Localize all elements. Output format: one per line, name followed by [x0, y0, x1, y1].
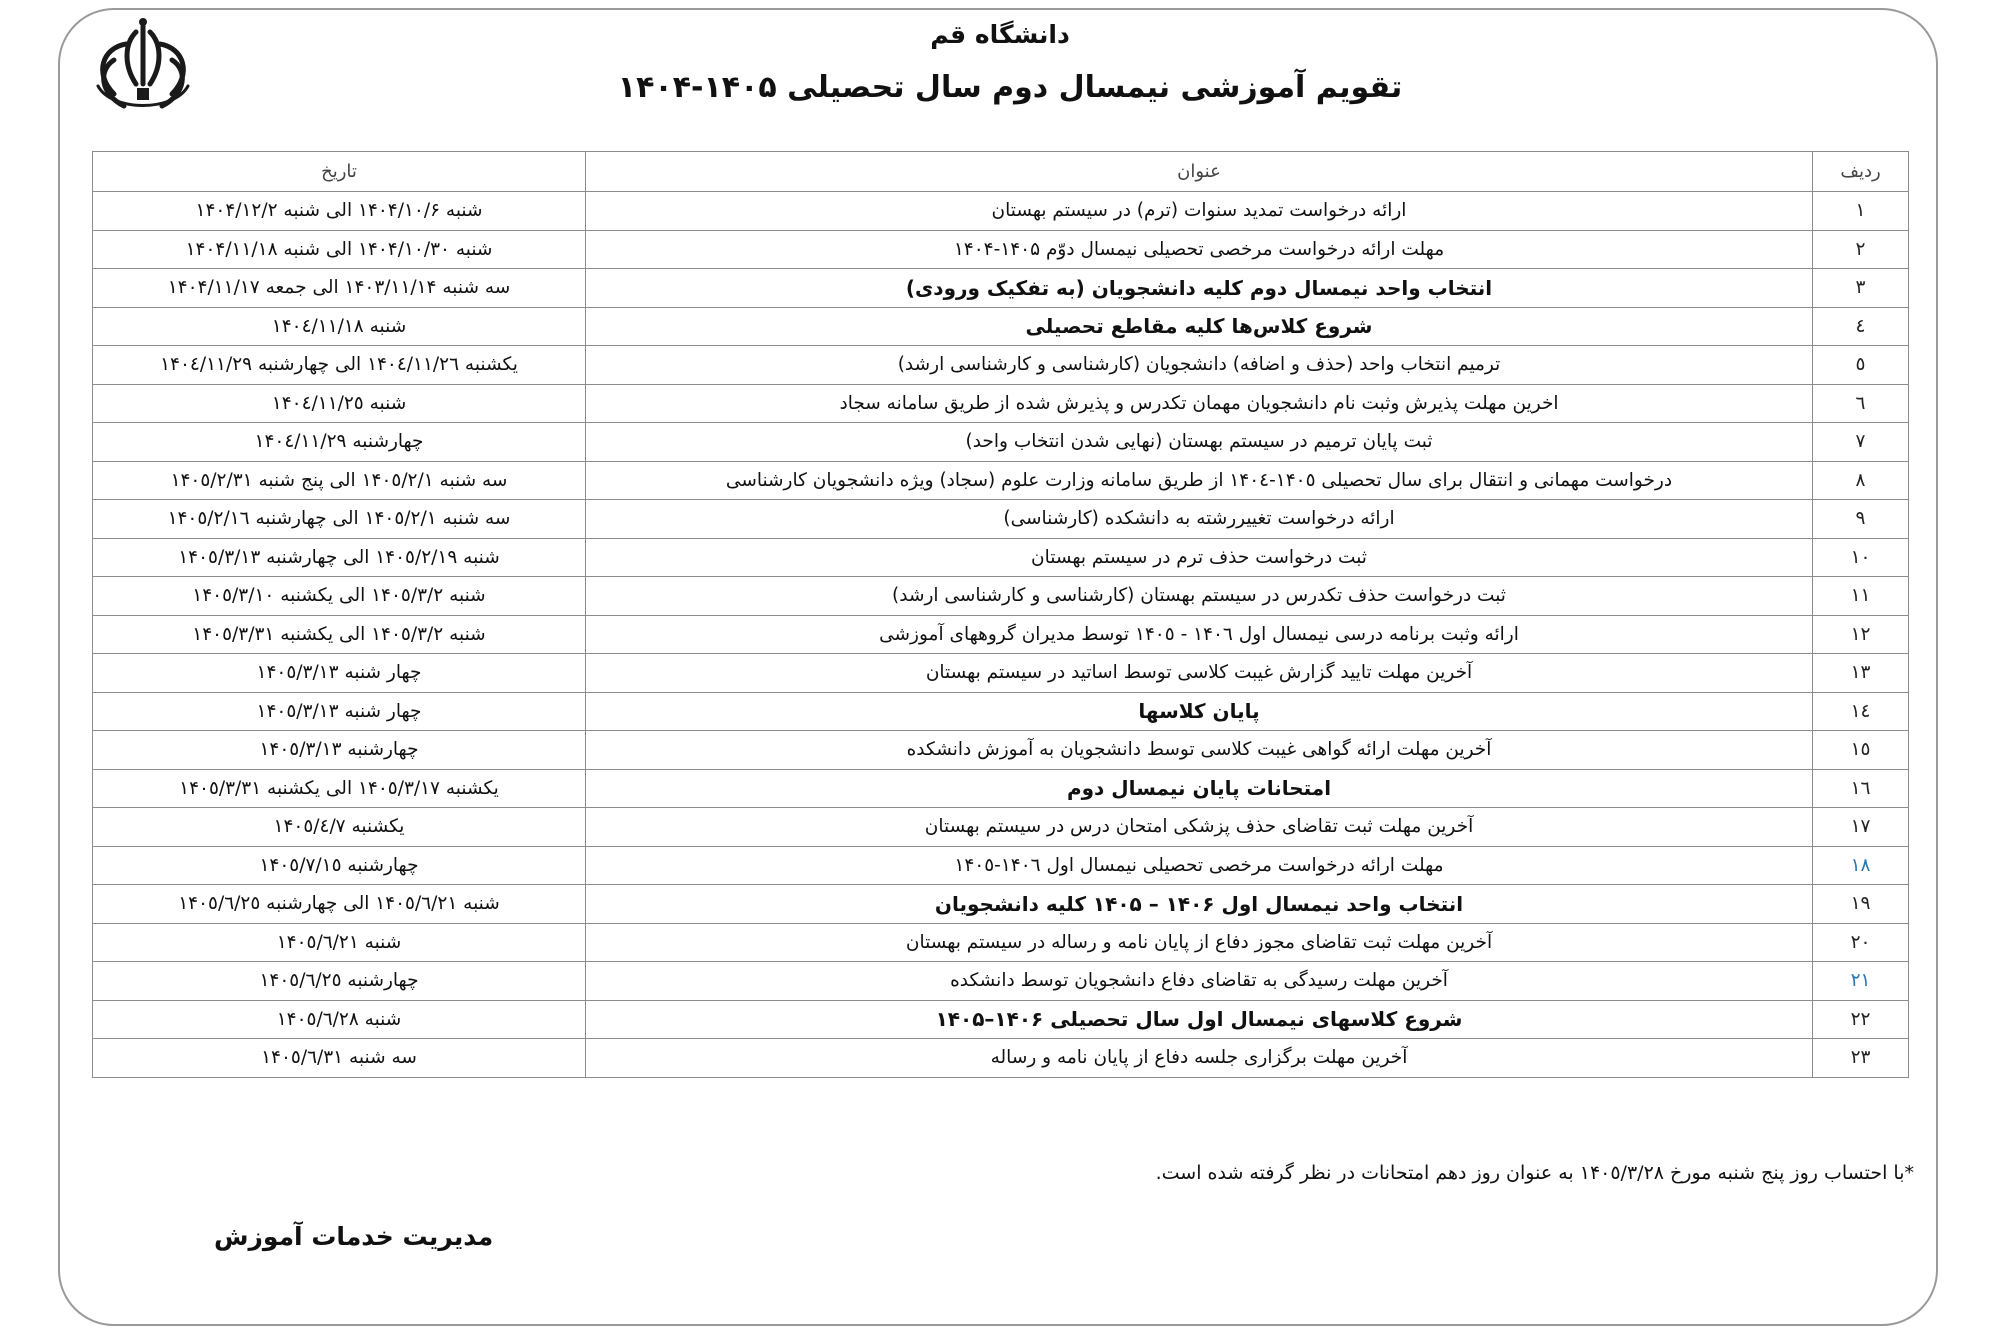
table-row: [93, 384, 1909, 423]
row-subject: شروع کلاس‌ها کلیه مقاطع تحصیلی: [586, 307, 1813, 346]
row-number: ۷: [1813, 423, 1909, 462]
row-date: سه شنبه ۱۴۰۳/۱۱/۱۴ الی جمعه ۱۴۰۴/۱۱/۱۷: [93, 269, 586, 308]
row-subject: ثبت درخواست حذف تکدرس در سیستم بهستان (کارشناسی و کارشناسی ارشد): [586, 577, 1813, 616]
column-header-subject: عنوان: [586, 152, 1813, 192]
row-date: چهارشنبه ۱۴۰٤/۱۱/۲۹: [93, 423, 586, 462]
row-date: شنبه ۱۴۰٥/۳/۲ الی یکشنبه ۱۴۰٥/۳/۱۰: [93, 577, 586, 616]
table-row: [93, 346, 1909, 385]
table-row: [93, 307, 1909, 346]
row-number: ۱٦: [1813, 769, 1909, 808]
row-date: یکشنبه ۱۴۰٥/٤/۷: [93, 808, 586, 847]
row-number: ۱۱: [1813, 577, 1909, 616]
row-subject: آخرین مهلت ثبت تقاضای حذف پزشکی امتحان درس در سیستم بهستان: [586, 808, 1813, 847]
table-row: [93, 1000, 1909, 1039]
row-number: ٤: [1813, 307, 1909, 346]
row-number: ۱۲: [1813, 615, 1909, 654]
row-subject: ارائه درخواست تمدید سنوات (ترم) در سیستم بهستان: [586, 192, 1813, 231]
table-row: [93, 808, 1909, 847]
row-number: ۱۸: [1813, 846, 1909, 885]
table-row: [93, 923, 1909, 962]
row-number: ۱۹: [1813, 885, 1909, 924]
table-row: [93, 230, 1909, 269]
row-subject: ثبت پایان ترمیم در سیستم بهستان (نهایی شدن انتخاب واحد): [586, 423, 1813, 462]
table-row: [93, 769, 1909, 808]
column-header-date: تاریخ: [93, 152, 586, 192]
row-subject: آخرین مهلت ارائه گواهی غیبت کلاسی توسط دانشجویان به آموزش دانشکده: [586, 731, 1813, 770]
table-row: [93, 1039, 1909, 1078]
footnote: *با احتساب روز پنج شنبه مورخ ۱۴۰٥/۳/۲۸ به عنوان روز دهم امتحانات در نظر گرفته شده است.: [1155, 1162, 1914, 1184]
row-subject: مهلت ارائه درخواست مرخصی تحصیلی نیمسال دوّم ۱۴۰۵-۱۴۰۴: [586, 230, 1813, 269]
row-number: ۱۷: [1813, 808, 1909, 847]
table-row: [93, 577, 1909, 616]
row-number: ۲۳: [1813, 1039, 1909, 1078]
row-number: ۱٤: [1813, 692, 1909, 731]
row-date: شنبه ۱۴۰٥/٦/۲۸: [93, 1000, 586, 1039]
row-number: ۱۳: [1813, 654, 1909, 693]
row-number: ۱۰: [1813, 538, 1909, 577]
university-name: دانشگاه قم: [930, 20, 1070, 49]
row-date: شنبه ۱۴۰٥/۲/۱۹ الی چهارشنبه ۱۴۰٥/۳/۱۳: [93, 538, 586, 577]
row-subject: پایان کلاسها: [586, 692, 1813, 731]
row-date: شنبه ۱۴۰٥/۳/۲ الی یکشنبه ۱۴۰٥/۳/۳۱: [93, 615, 586, 654]
row-number: ۱: [1813, 192, 1909, 231]
row-date: چهارشنبه ۱۴۰٥/۷/۱٥: [93, 846, 586, 885]
table-row: [93, 846, 1909, 885]
table-row: [93, 500, 1909, 539]
row-subject: درخواست مهمانی و انتقال برای سال تحصیلی ۱۴۰٥-۱۴۰٤ از طریق سامانه وزارت علوم (سجاد) ویژه دانشجویان کارشناسی: [586, 461, 1813, 500]
row-subject: آخرین مهلت ثبت تقاضای مجوز دفاع از پایان نامه و رساله در سیستم بهستان: [586, 923, 1813, 962]
row-subject: ارائه وثبت برنامه درسی نیمسال اول ۱۴۰٦ - ۱۴۰٥ توسط مدیران گروههای آموزشی: [586, 615, 1813, 654]
row-date: شنبه ۱۴۰٥/٦/۲۱: [93, 923, 586, 962]
table-row: [93, 654, 1909, 693]
row-subject: انتخاب واحد نیمسال اول ۱۴۰۶ – ۱۴۰۵ کلیه دانشجویان: [586, 885, 1813, 924]
row-subject: ترمیم انتخاب واحد (حذف و اضافه) دانشجویان (کارشناسی و کارشناسی ارشد): [586, 346, 1813, 385]
row-date: چهار شنبه ۱۴۰٥/۳/۱۳: [93, 654, 586, 693]
row-subject: امتحانات پایان نیمسال دوم: [586, 769, 1813, 808]
row-date: شنبه ۱۴۰٤/۱۱/۲٥: [93, 384, 586, 423]
column-header-row-number: ردیف: [1813, 152, 1909, 192]
row-number: ٦: [1813, 384, 1909, 423]
calendar-table-body: [93, 192, 1909, 1078]
page-title: تقویم آموزشی نیمسال دوم سال تحصیلی ۱۴۰۵-۱۴۰۴: [617, 70, 1403, 105]
row-number: ۲۱: [1813, 962, 1909, 1001]
table-row: [93, 615, 1909, 654]
row-number: ٥: [1813, 346, 1909, 385]
table-row: [93, 192, 1909, 231]
row-subject: ثبت درخواست حذف ترم در سیستم بهستان: [586, 538, 1813, 577]
table-row: [93, 692, 1909, 731]
signature: مدیریت خدمات آموزش: [214, 1222, 494, 1251]
calendar-table: [92, 151, 1909, 1078]
row-number: ۲۲: [1813, 1000, 1909, 1039]
row-subject: انتخاب واحد نیمسال دوم کلیه دانشجویان (به تفکیک ورودی): [586, 269, 1813, 308]
row-date: چهار شنبه ۱۴۰٥/۳/۱۳: [93, 692, 586, 731]
table-row: [93, 423, 1909, 462]
row-subject: آخرین مهلت برگزاری جلسه دفاع از پایان نامه و رساله: [586, 1039, 1813, 1078]
table-row: [93, 538, 1909, 577]
row-date: شنبه ۱۴۰٥/٦/۲۱ الی چهارشنبه ۱۴۰٥/٦/۲٥: [93, 885, 586, 924]
row-subject: مهلت ارائه درخواست مرخصی تحصیلی نیمسال اول ۱۴۰٦-۱۴۰٥: [586, 846, 1813, 885]
table-row: [93, 885, 1909, 924]
row-date: شنبه ۱۴۰۴/۱۰/۶ الی شنبه ۱۴۰۴/۱۲/۲: [93, 192, 586, 231]
row-date: سه شنبه ۱۴۰٥/۲/۱ الی پنج شنبه ۱۴۰٥/۲/۳۱: [93, 461, 586, 500]
row-date: سه شنبه ۱۴۰٥/۲/۱ الی چهارشنبه ۱۴۰٥/۲/۱٦: [93, 500, 586, 539]
row-subject: ارائه درخواست تغییررشته به دانشکده (کارشناسی): [586, 500, 1813, 539]
row-subject: شروع کلاسهای نیمسال اول سال تحصیلی ۱۴۰۶–۱۴۰۵: [586, 1000, 1813, 1039]
row-number: ۹: [1813, 500, 1909, 539]
row-date: چهارشنبه ۱۴۰٥/٦/۲٥: [93, 962, 586, 1001]
table-row: [93, 962, 1909, 1001]
table-row: [93, 731, 1909, 770]
row-subject: اخرین مهلت پذیرش وثبت نام دانشجویان مهمان تکدرس و پذیرش شده از طریق سامانه سجاد: [586, 384, 1813, 423]
row-date: سه شنبه ۱۴۰٥/٦/۳۱: [93, 1039, 586, 1078]
row-number: ۱٥: [1813, 731, 1909, 770]
row-date: یکشنبه ۱۴۰٥/۳/۱۷ الی یکشنبه ۱۴۰٥/۳/۳۱: [93, 769, 586, 808]
row-date: شنبه ۱۴۰۴/۱۰/۳۰ الی شنبه ۱۴۰۴/۱۱/۱۸: [93, 230, 586, 269]
row-number: ۳: [1813, 269, 1909, 308]
row-date: چهارشنبه ۱۴۰٥/۳/۱۳: [93, 731, 586, 770]
row-subject: آخرین مهلت تایید گزارش غیبت کلاسی توسط اساتید در سیستم بهستان: [586, 654, 1813, 693]
table-header-row: [93, 152, 1909, 192]
row-subject: آخرین مهلت رسیدگی به تقاضای دفاع دانشجویان توسط دانشکده: [586, 962, 1813, 1001]
row-date: یکشنبه ۱۴۰٤/۱۱/۲٦ الی چهارشنبه ۱۴۰٤/۱۱/۲۹: [93, 346, 586, 385]
row-number: ۲۰: [1813, 923, 1909, 962]
row-date: شنبه ۱۴۰٤/۱۱/۱۸: [93, 307, 586, 346]
table-row: [93, 461, 1909, 500]
table-row: [93, 269, 1909, 308]
row-number: ۸: [1813, 461, 1909, 500]
row-number: ۲: [1813, 230, 1909, 269]
